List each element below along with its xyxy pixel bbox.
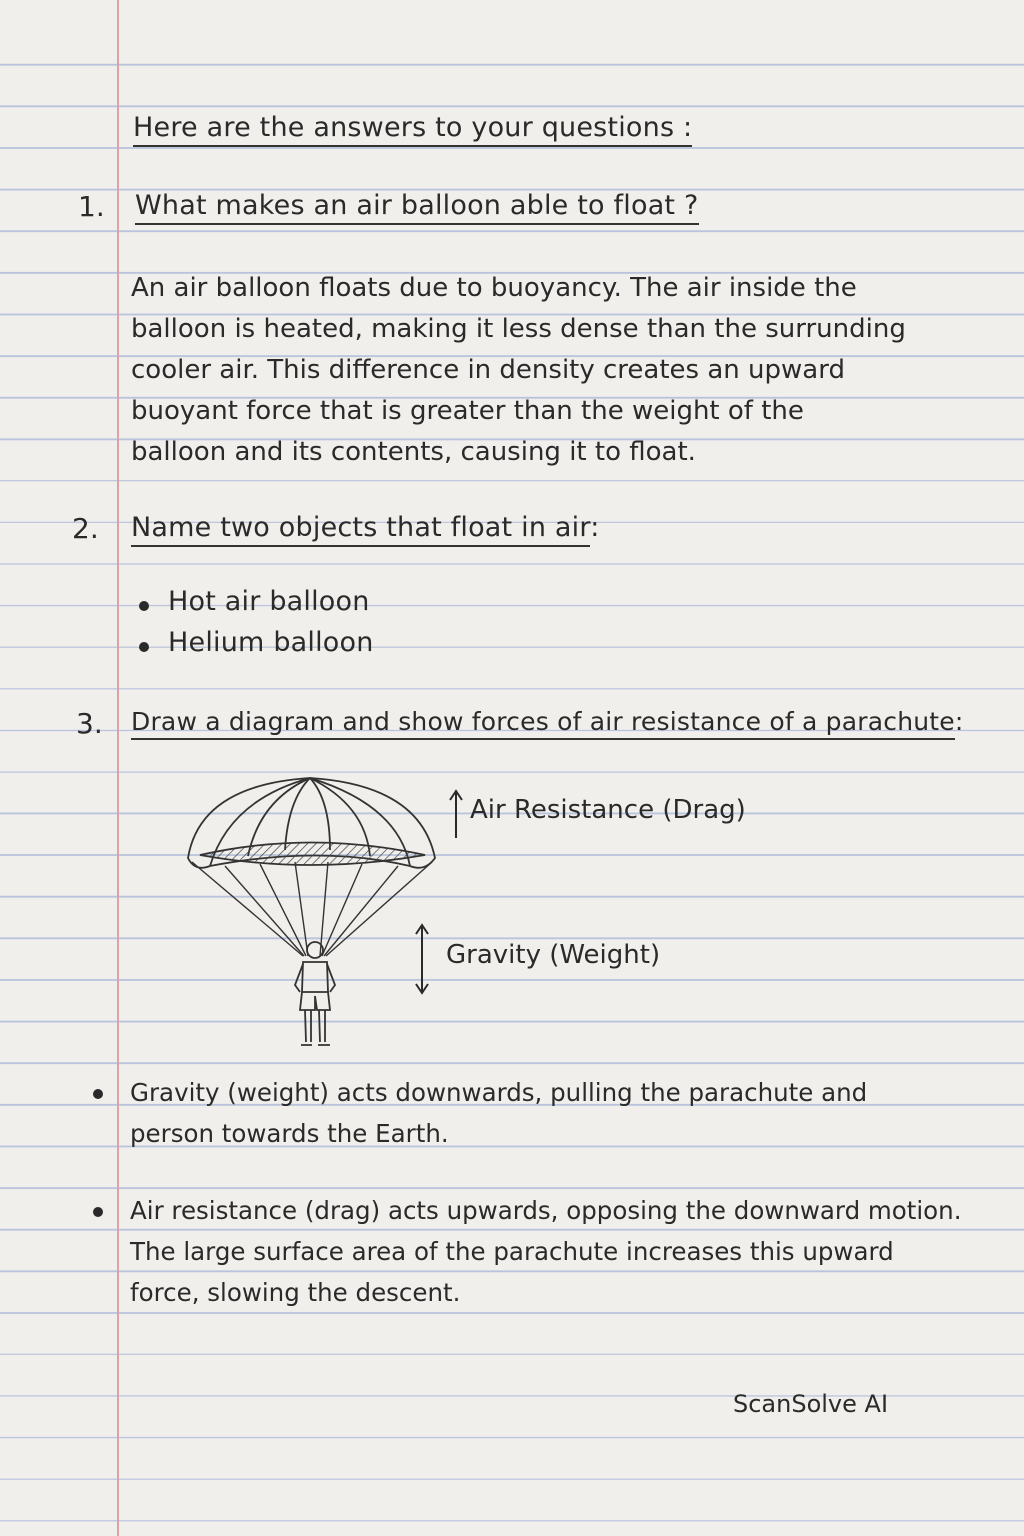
- explanation-line: force, slowing the descent.: [130, 1278, 461, 1307]
- gravity-label: Gravity (Weight): [446, 940, 661, 970]
- question-1-number: 1.: [78, 190, 105, 223]
- parachute-diagram: [170, 760, 470, 1060]
- question-3-text: Draw a diagram and show forces of air resistance of a parachute: [131, 707, 955, 740]
- explanation-line: Air resistance (drag) acts upwards, opposing the downward motion.: [130, 1196, 962, 1225]
- answer-1-line: cooler air. This difference in density creates an upward: [131, 355, 845, 385]
- list-item: Hot air balloon: [168, 586, 370, 617]
- parachute-canopy: [188, 778, 435, 868]
- intro-heading: [133, 112, 692, 143]
- answer-1-line: An air balloon floats due to buoyancy. The air inside the: [131, 273, 857, 303]
- answer-1-line: balloon and its contents, causing it to float.: [131, 437, 696, 467]
- question-1-text: What makes an air balloon able to float ?: [135, 190, 699, 225]
- drag-explanation: [130, 1190, 961, 1313]
- answer-1-line: balloon is heated, making it less dense than the surrunding: [131, 314, 906, 344]
- list-item: Helium balloon: [168, 627, 374, 658]
- bullet-icon: [93, 1089, 103, 1099]
- margin-line: [117, 0, 119, 1536]
- question-3-heading: [131, 707, 964, 736]
- arrow-up-down-icon: [413, 922, 431, 996]
- question-3-number: 3.: [76, 707, 103, 740]
- parachutist-figure: [295, 942, 335, 1045]
- gravity-explanation: [130, 1072, 867, 1154]
- arrow-up-icon: [448, 788, 464, 840]
- bullet-icon: [139, 642, 149, 652]
- bullet-icon: [93, 1207, 103, 1217]
- signature: ScanSolve AI: [733, 1390, 889, 1418]
- question-2-heading: [131, 512, 599, 543]
- question-3-suffix: :: [954, 707, 964, 736]
- intro-text: Here are the answers to your questions :: [133, 112, 692, 147]
- question-2-suffix: :: [590, 512, 600, 543]
- explanation-line: person towards the Earth.: [130, 1119, 449, 1148]
- bullet-icon: [139, 601, 149, 611]
- explanation-line: Gravity (weight) acts downwards, pulling the parachute and: [130, 1078, 868, 1107]
- question-2-text: Name two objects that float in air: [131, 512, 590, 547]
- explanation-line: The large surface area of the parachute increases this upward: [130, 1237, 894, 1266]
- question-2-number: 2.: [72, 512, 99, 545]
- question-1-heading: [135, 190, 699, 221]
- drag-label: Air Resistance (Drag): [470, 795, 746, 825]
- answer-1: [131, 268, 906, 473]
- answer-1-line: buoyant force that is greater than the weight of the: [131, 396, 804, 426]
